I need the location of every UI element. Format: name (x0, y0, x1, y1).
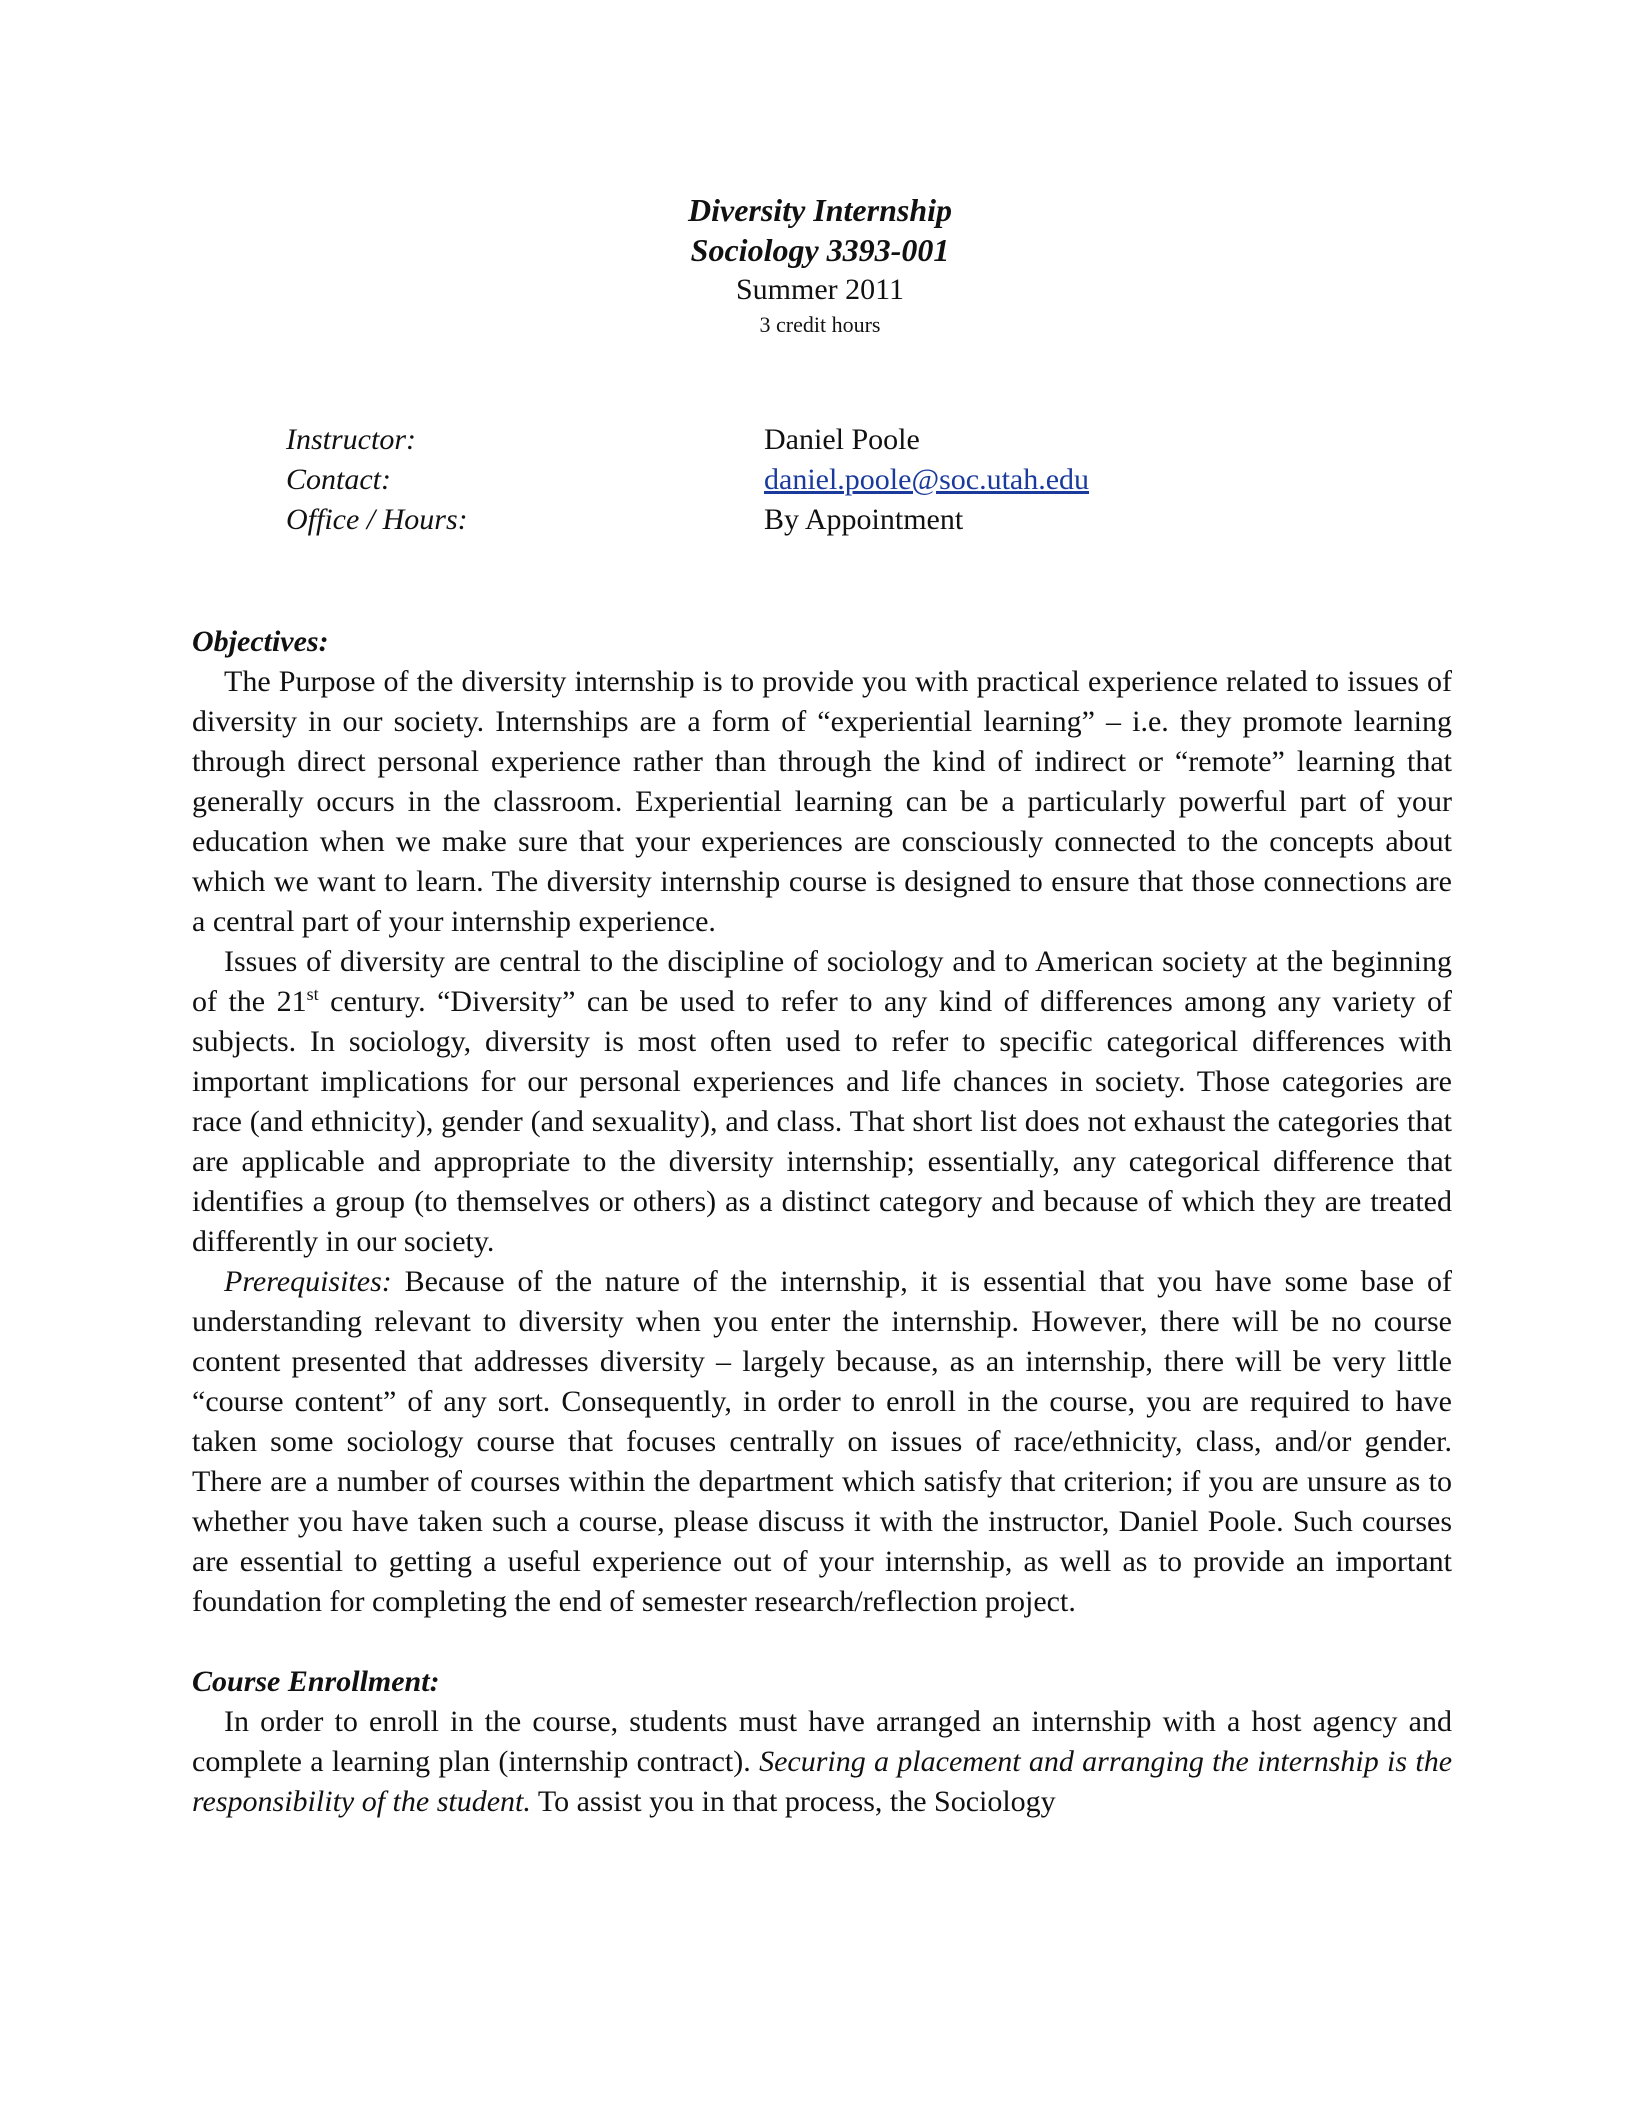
objectives-paragraph-2 (192, 942, 1452, 1262)
instructor-name: Daniel Poole (764, 423, 920, 456)
objectives-paragraph-2-rest: century. “Diversity” can be used to refer to any kind of differences among any variety of subjects. In sociology, diversity is most often used to refer to specific categorical differences with important implications for our personal experiences and life chances in society. Those categories are race (and ethnicity), gender (and sexuality), and class. That short list does not exhaust the categories that are applicable and appropriate to the diversity internship; essentially, any categorical difference that identifies a group (to themselves or others) as a distinct category and because of which they are treated differently in our society. (192, 985, 1453, 1258)
section-spacer (192, 1622, 1452, 1662)
contact-row (286, 460, 1386, 500)
objectives-paragraph-1: The Purpose of the diversity internship is to provide you with practical experience related to issues of diversity in our society. Internships are a form of “experiential learning” – i.e. they promote learning through direct personal experience rather than through the kind of indirect or “remote” learning that generally occurs in the classroom. Experiential learning can be a particularly powerful part of your education when we make sure that your experiences are consciously connected to the concepts about which we want to learn. The diversity internship course is designed to ensure that those connections are a central part of your internship experience. (192, 665, 1452, 938)
prerequisites-text: Because of the nature of the internship, it is essential that you have some base of understanding relevant to diversity when you enter the internship. However, there will be no course content presented that addresses diversity – largely because, as an internship, there will be very little “course content” of any sort. Consequently, in order to enroll in the course, you are required to have taken some sociology course that focuses centrally on issues of race/ethnicity, class, and/or gender. There are a number of courses within the department which satisfy that criterion; if you are unsure as to whether you have taken such a course, please discuss it with the instructor, Daniel Poole. Such courses are essential to getting a useful experience out of your internship, as well as to provide an important foundation for completing the end of semester research/reflection project. (192, 1265, 1452, 1618)
contact-label: Contact: (286, 463, 391, 496)
instructor-label: Instructor: (286, 423, 416, 456)
enrollment-paragraph (192, 1702, 1452, 1822)
syllabus-body (192, 622, 1452, 1822)
enrollment-heading: Course Enrollment: (192, 1665, 440, 1698)
contact-email-link[interactable]: daniel.poole@soc.utah.edu (764, 463, 1090, 496)
course-term: Summer 2011 (735, 273, 905, 306)
ordinal-suffix: st (306, 984, 319, 1004)
office-hours-row (286, 500, 1386, 540)
office-hours-label: Office / Hours: (286, 503, 468, 536)
enrollment-text-rest: To assist you in that process, the Sociology (530, 1785, 1056, 1818)
office-hours-value: By Appointment (764, 503, 964, 536)
instructor-row (286, 420, 1386, 460)
course-number: Sociology 3393-001 (690, 232, 950, 268)
document-header (0, 190, 1640, 340)
document-title: Diversity Internship (687, 192, 953, 228)
objectives-paragraph-2-start: Issues of diversity are central to the discipline of sociology and to American society at the beginning of the 21 (192, 945, 1452, 1018)
prerequisites-label: Prerequisites: (224, 1265, 392, 1298)
objectives-heading: Objectives: (192, 625, 329, 658)
enrollment-text-start: In order to enroll in the course, students must have arranged an internship with a host agency and complete a learning plan (internship contract). (192, 1705, 1452, 1778)
enrollment-emphasis: Securing a placement and arranging the internship is the responsibility of the student. (192, 1745, 1453, 1818)
credit-hours: 3 credit hours (759, 312, 881, 337)
prerequisites-paragraph (192, 1262, 1452, 1622)
instructor-info (286, 420, 1386, 540)
